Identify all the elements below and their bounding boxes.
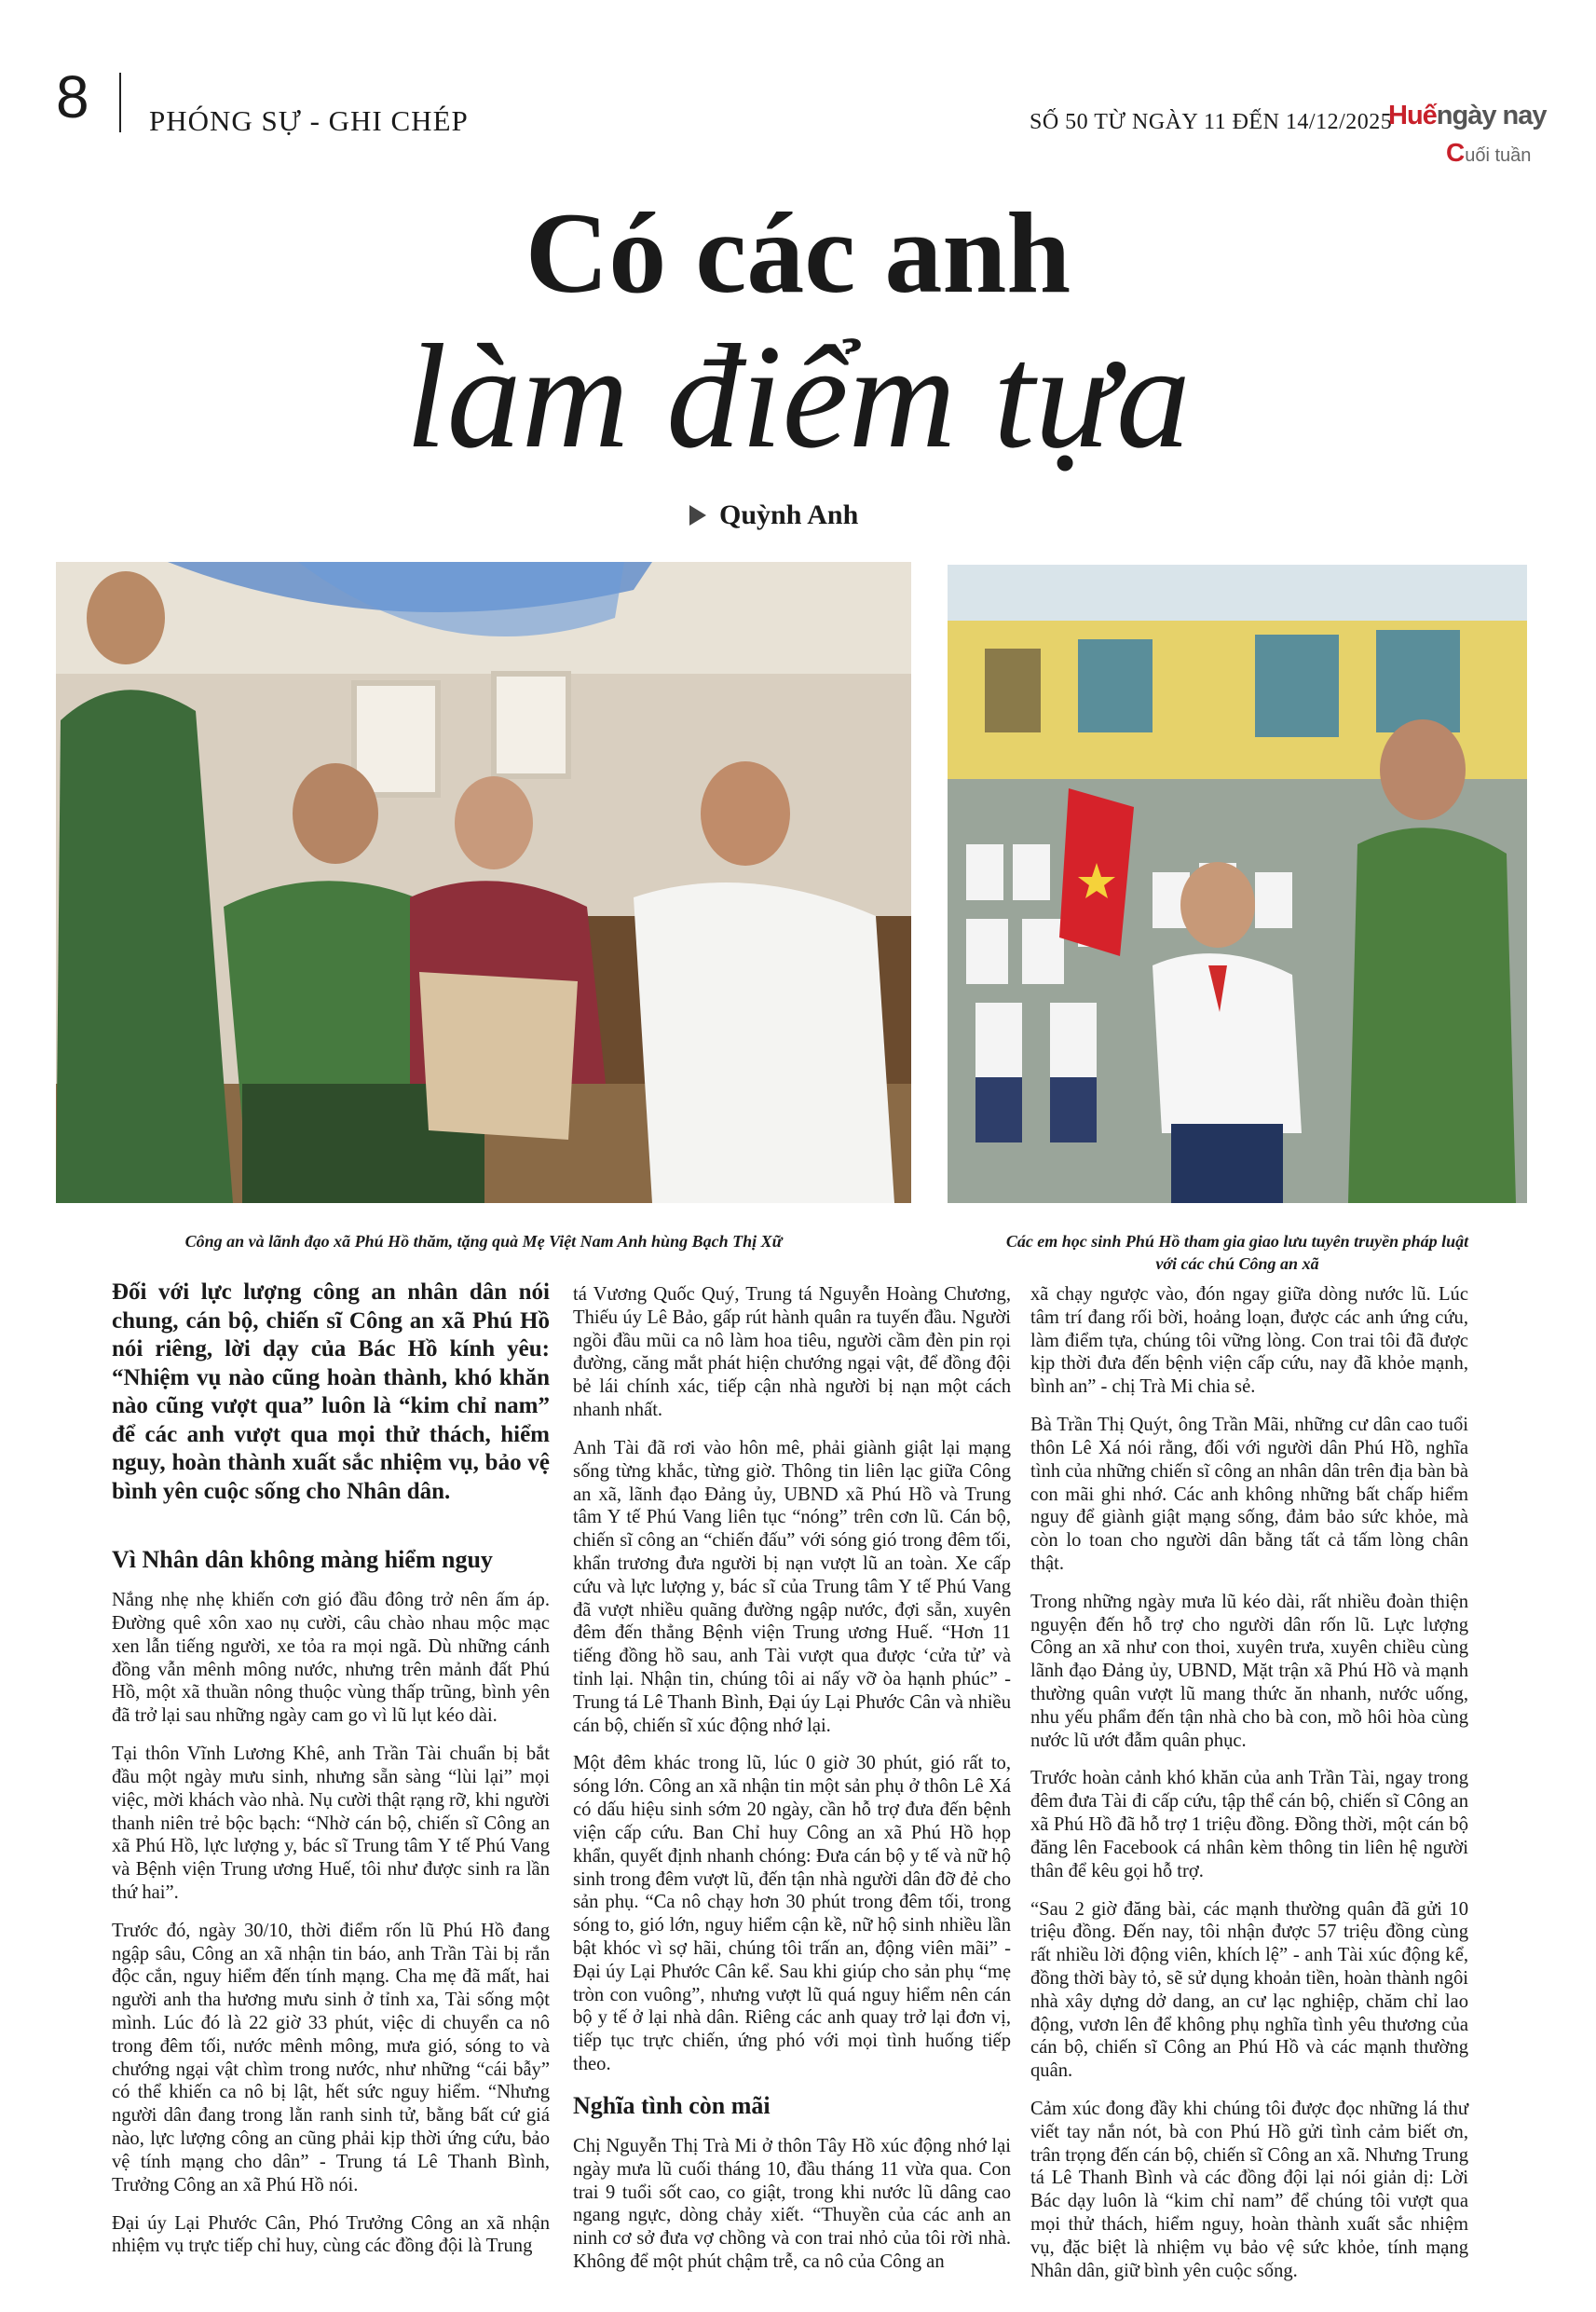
subheading-1: Vì Nhân dân không màng hiểm nguy xyxy=(112,1546,493,1573)
paragraph: “Sau 2 giờ đăng bài, các mạnh thường quân đã gửi 10 triệu đồng. Đến nay, tôi nhận được 57 triệu đồng cùng rất nhiều lời động viên, khích lệ” - anh Tài xúc động kể, đồng thời bày tỏ, sẽ sử dụng khoản tiền, hoàn thành ngôi nhà xây dựng dở dang, an cư lạc nghiệp, chăm chỉ lao động, vươn lên để không phụ nghĩa tình yêu thương của cán bộ, chiến sĩ Công an Phú Hồ và các mạnh thường quân. xyxy=(1030,1898,1468,2082)
paragraph: Bà Trần Thị Quýt, ông Trần Mãi, những cư dân cao tuổi thôn Lê Xá nói rằng, đối với người dân Phú Hồ, nghĩa tình của những chiến sĩ công an nhân dân trên địa bàn bà con mãi ghi nhớ. Các anh không những bất chấp hiểm nguy để giành giật mạng sống, đảm bảo sức khỏe, mà còn lo toan cho người dân bằng tất cả tấm lòng chân thật. xyxy=(1030,1415,1468,1574)
byline xyxy=(689,499,858,531)
photo-caption-1: Công an và lãnh đạo xã Phú Hồ thăm, tặng quà Mẹ Việt Nam Anh hùng Bạch Thị Xữ xyxy=(184,1232,783,1251)
headline-line1: Có các anh xyxy=(525,189,1071,317)
play-triangle-icon xyxy=(689,505,706,526)
photo-caption-2-line2: với các chú Công an xã xyxy=(1155,1254,1319,1274)
subheading-2: Nghĩa tình còn mãi xyxy=(573,2091,771,2119)
paragraph: Tại thôn Vĩnh Lương Khê, anh Trần Tài chuẩn bị bắt đầu một ngày mưu sinh, nhưng sẵn sàng “lùi lại” mọi việc, mời khách vào nhà. Nụ cười thật rạng rỡ, khi người thanh niên trẻ bộc bạch: “Nhờ cán bộ, chiến sĩ Công an xã Phú Hồ, lực lượng y, bác sĩ Trung tâm Y tế Phú Vang và Bệnh viện Trung ương Huế, tôi như được sinh ra lần thứ hai”. xyxy=(112,1744,550,1903)
article-lead: Đối với lực lượng công an nhân dân nói chung, cán bộ, chiến sĩ Công an xã Phú Hồ nói riêng, lời dạy của Bác Hồ kính yêu: “Nhiệm vụ nào cũng hoàn thành, khó khăn nào cũng vượt qua” luôn là “kim chỉ nam” để các anh vượt qua mọi thử thách, hiểm nguy, hoàn thành xuất sắc nhiệm vụ, bảo vệ bình yên cuộc sống cho Nhân dân. xyxy=(112,1279,550,1504)
article-column-2 xyxy=(573,1283,1011,2289)
paragraph: Trước hoàn cảnh khó khăn của anh Trần Tài, ngay trong đêm đưa Tài đi cấp cứu, tập thể cán bộ, chiến sĩ Công an xã Phú Hồ đã hỗ trợ 1 triệu đồng. Đồng thời, một cán bộ đăng lên Facebook cá nhân kèm thông tin liên hệ người thân để kêu gọi hỗ trợ. xyxy=(1030,1768,1468,1881)
issue-info: SỐ 50 TỪ NGÀY 11 ĐẾN 14/12/2025 xyxy=(1030,110,1393,134)
paragraph: Anh Tài đã rơi vào hôn mê, phải giành giật lại mạng sống từng khắc, từng giờ. Thông tin liên lạc giữa Công an xã, lãnh đạo Đảng ủy, UBND xã Phú Hồ và Trung tâm Y tế Phú Vang liên tục “nóng” trên cơn lũ. Cán bộ, chiến sĩ công an “chiến đấu” với sóng gió trong đêm tối, khẩn trương đưa người bị nạn vượt lũ an toàn. Xe cấp cứu và lực lượng y, bác sĩ của Trung tâm Y tế Phú Vang đã vượt nhiều quãng đường ngập nước, đợi sẵn, xuyên đêm đến thẳng Bệnh viện Trung ương Huế. “Hơn 11 tiếng đồng hồ sau, anh Tài vượt qua được ‘cửa tử’ và tỉnh lại. Nhận tin, chúng tôi ai nấy vỡ òa hạnh phúc” - Trung tá Lê Thanh Bình, Đại úy Lại Phước Cân và nhiều cán bộ, chiến sĩ xúc động nhớ lại. xyxy=(573,1437,1011,1736)
paragraph: Nắng nhẹ nhẹ khiến cơn gió đầu đông trở nên ấm áp. Đường quê xôn xao nụ cười, câu chào nhau mộc mạc xen lẫn tiếng người, xe tỏa ra mọi ngã. Dù những cánh đồng vẫn mênh mông nước, nhưng trên mảnh đất Phú Hồ, một xã thuần nông thuộc vùng thấp trũng, bình yên đã trở lại sau những ngày cam go vì lũ lụt kéo dài. xyxy=(112,1590,550,1727)
author-name: Quỳnh Anh xyxy=(719,499,859,530)
section-title: PHÓNG SỰ - GHI CHÉP xyxy=(149,104,469,137)
logo-sub-c: C xyxy=(1446,138,1466,167)
paragraph: tá Vương Quốc Quý, Trung tá Nguyễn Hoàng Chương, Thiếu úy Lê Bảo, gấp rút hành quân ra tuyến đầu. Người ngồi đầu mũi ca nô làm hoa tiêu, người cầm đèn pin rọi đường, căng mắt phát hiện chướng ngại vật, để đồng đội bẻ lái chính xác, tiếp cận nhà người bị nạn một cách nhanh nhất. xyxy=(573,1284,1011,1421)
photo-caption-2 xyxy=(948,1230,1527,1276)
logo-sub-rest: uối tuần xyxy=(1465,145,1532,166)
paragraph: Trong những ngày mưa lũ kéo dài, rất nhiều đoàn thiện nguyện đến hỗ trợ cho người dân rốn lũ. Lực lượng Công an xã như con thoi, xuyên trưa, xuyên chiều cùng lãnh đạo Đảng ủy, UBND, Mặt trận xã Phú Hồ và mạnh thường quân vượt lũ mang thức ăn nhanh, nước uống, nhu yếu phẩm đến tận nhà cho bà con, mồ hôi hòa cùng nước lũ ướt đẫm quân phục. xyxy=(1030,1591,1468,1751)
photo-students-event-image xyxy=(948,565,1527,1203)
logo-part2: ngày nay xyxy=(1436,101,1547,130)
photo-caption-2-line1: Các em học sinh Phú Hồ tham gia giao lưu tuyên truyền pháp luật xyxy=(1005,1232,1469,1251)
headline-line2: làm điểm tựa xyxy=(405,313,1191,479)
photo-police-visit-image xyxy=(56,562,911,1203)
paragraph: Cảm xúc đong đầy khi chúng tôi được đọc những lá thư viết tay nắn nót, bà con Phú Hồ gửi tình cảm biết ơn, trân trọng đến cán bộ, chiến sĩ Công an xã. Nhưng Trung tá Lê Thanh Bình và các đồng đội lại nói giản dị: Lời Bác dạy luôn là “kim chỉ nam” để chúng tôi vượt qua mọi thử thách, hiểm nguy, hoàn thành xuất sắc nhiệm vụ, đặc biệt là nhiệm vụ bảo vệ sức khỏe, tính mạng Nhân dân, giữ bình yên cuộc sống. xyxy=(1030,2099,1468,2281)
paragraph: Trước đó, ngày 30/10, thời điểm rốn lũ Phú Hồ đang ngập sâu, Công an xã nhận tin báo, anh Trần Tài bị rắn độc cắn, nguy hiểm đến tính mạng. Cha mẹ đã mất, hai người anh tha hương mưu sinh ở tỉnh xa, Tài sống một mình. Lúc đó là 22 giờ 33 phút, việc di chuyển ca nô trong đêm tối, nước mênh mông, mưa gió, sóng to và chướng ngại vật chìm trong nước, như những “cái bẫy” có thể khiến ca nô bị lật, hết sức nguy hiểm. “Nhưng người dân đang trong lằn ranh sinh tử, bằng bất cứ giá nào, lực lượng công an cũng phải kịp thời ứng cứu, bảo vệ tính mạng cho dân” - Trung tá Lê Thanh Bình, Trưởng Công an xã Phú Hồ nói. xyxy=(112,1920,550,2196)
page-number: 8 xyxy=(56,63,89,130)
article-column-1 xyxy=(112,1279,550,2273)
paragraph: Đại úy Lại Phước Cân, Phó Trưởng Công an xã nhận nhiệm vụ trực tiếp chỉ huy, cùng các đồng đội là Trung xyxy=(112,2212,550,2257)
publication-sublogo xyxy=(1446,138,1531,168)
logo-part1: Huế xyxy=(1388,101,1437,130)
photo-students-event xyxy=(948,565,1527,1203)
photo-police-visit xyxy=(56,562,911,1203)
publication-logo xyxy=(1388,101,1547,131)
paragraph: Chị Nguyễn Thị Trà Mi ở thôn Tây Hồ xúc động nhớ lại ngày mưa lũ cuối tháng 10, đầu tháng 11 vừa qua. Con trai 9 tuổi sốt cao, co giật, trong khi nước lũ dâng cao ngang ngực, dòng chảy xiết. “Thuyền của các anh an ninh cơ sở đưa vợ chồng và con trai nhỏ của tôi rời nhà. Không để một phút chậm trễ, ca nô của Công an xyxy=(573,2136,1011,2273)
article-column-3 xyxy=(1030,1283,1468,2298)
paragraph: Một đêm khác trong lũ, lúc 0 giờ 30 phút, gió rất to, sóng lớn. Công an xã nhận tin một sản phụ ở thôn Lê Xá có dấu hiệu sinh sớm 20 ngày, cần hỗ trợ đưa đến bệnh viện cấp cứu. Ban Chỉ huy Công an xã Phú Hồ họp khẩn, quyết định nhanh chóng: Đưa cán bộ y tế và nữ hộ sinh trong đêm vượt lũ, đến tận nhà người dân đỡ đẻ cho sản phụ. “Ca nô chạy hơn 30 phút trong đêm tối, trong sóng to, gió lớn, nguy hiểm cận kề, nữ hộ sinh nhiều lần bật khóc vì sợ hãi, chúng tôi trấn an, động viên mãi” - Đại úy Lại Phước Cân kể. Sau khi giúp cho sản phụ “mẹ tròn con vuông”, nhưng vượt lũ quá nguy hiểm nên cán bộ y tế ở lại nhà dân. Riêng các anh quay trở lại đơn vị, tiếp tục trực chiến, ứng phó với mọi tình huống tiếp theo. xyxy=(573,1753,1011,2074)
paragraph: xã chạy ngược vào, đón ngay giữa dòng nước lũ. Lúc tâm trí đang rối bời, hoảng loạn, được các anh ứng cứu, làm điểm tựa, chúng tôi vững lòng. Con trai tôi đã được kịp thời đưa đến bệnh viện cấp cứu, nay đã khỏe mạnh, bình an” - chị Trà Mi chia sẻ. xyxy=(1030,1284,1468,1398)
header-divider xyxy=(119,73,121,132)
